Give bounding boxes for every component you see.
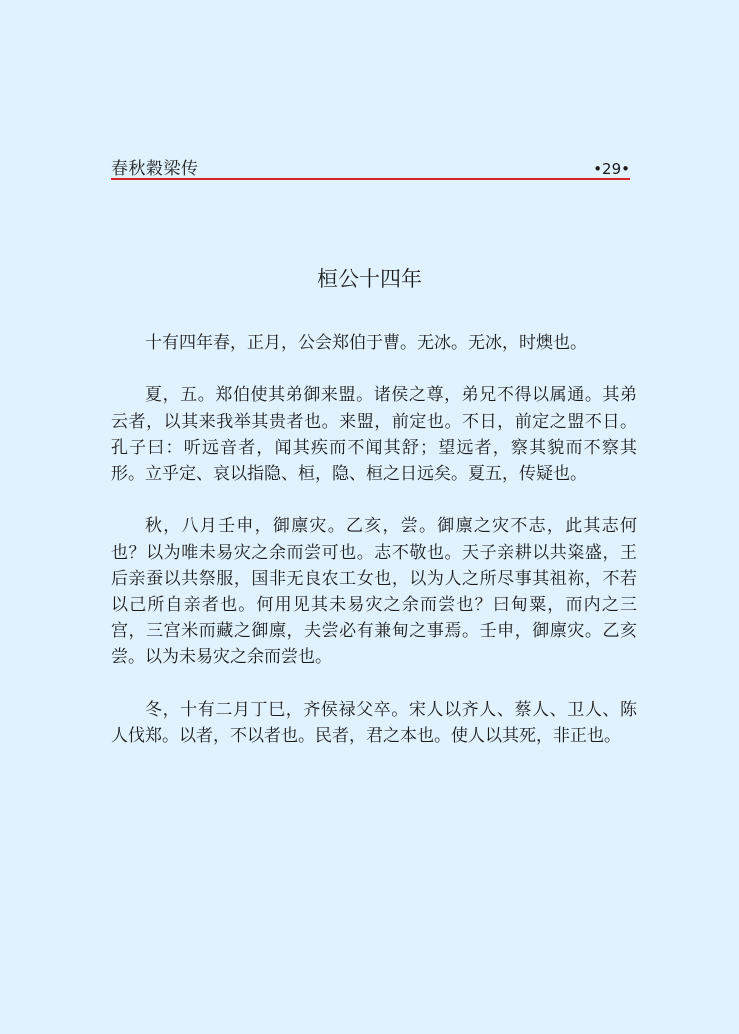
paragraph-spring: 十有四年春，正月，公会郑伯于曹。无冰。无冰，时燠也。 <box>145 333 587 353</box>
paragraph-autumn: 秋，八月壬申，御廪灾。乙亥，尝。御廪之灾不志，此其志何也？以为唯未易灾之余而尝可也。志不敬也。天子亲耕以共粢盛，王后亲蚕以共祭服，国非无良农工女也，以为人之所尽事其祖祢，不若以己所自亲者也。何用见其未易灾之余而尝也？曰甸粟，而内之三宫，三宫米而藏之御廪，夫尝必有兼甸之事焉。壬申，御廪灾。乙亥尝。以为未易灾之余而尝也。 <box>111 516 637 668</box>
paragraph-winter: 冬，十有二月丁巳，齐侯禄父卒。宋人以齐人、蔡人、卫人、陈人伐郑。以者，不以者也。民者，君之本也。使人以其死，非正也。 <box>111 699 637 746</box>
paragraph-summer: 夏，五。郑伯使其弟御来盟。诸侯之尊，弟兄不得以属通。其弟云者，以其来我举其贵者也。来盟，前定也。不日，前定之盟不日。孔子曰：听远音者，闻其疾而不闻其舒；望远者，察其貌而不察其形。立乎定、哀以指隐、桓，隐、桓之日远矣。夏五，传疑也。 <box>111 385 637 484</box>
chapter-title: 桓公十四年 <box>317 267 422 291</box>
header-rule <box>111 178 630 180</box>
book-title: 春秋穀梁传 <box>111 159 199 179</box>
body-text <box>111 330 637 775</box>
page-number: •29• <box>593 160 630 178</box>
running-header <box>111 158 630 180</box>
